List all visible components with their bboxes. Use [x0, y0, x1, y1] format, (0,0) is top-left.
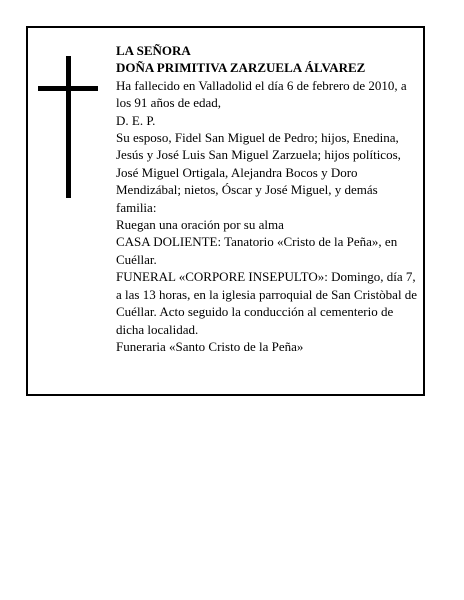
notice-text [116, 42, 420, 355]
funeraria: Funeraria «Santo Cristo de la Peña» [116, 338, 304, 354]
notice-title: LA SEÑORA [116, 43, 191, 58]
prayer-request: Ruegan una oración por su alma [116, 217, 284, 233]
casa-doliente: CASA DOLIENTE: Tanatorio «Cristo de la Peña», en Cuéllar. [116, 234, 398, 267]
cross-icon [38, 56, 98, 198]
cross-vertical-bar [66, 56, 71, 198]
rip-line: D. E. P. [116, 112, 156, 128]
family-list: Su esposo, Fidel San Miguel de Pedro; hijos, Enedina, Jesús y José Luis San Miguel Zarzuela; hijos políticos, José Miguel Ortigala, Alejandra Bocos y Doro Mendizábal; nietos, Óscar y José Miguel, y demás familia: [116, 130, 401, 215]
death-info: Ha fallecido en Valladolid el día 6 de febrero de 2010, a los 91 años de edad, [116, 77, 407, 111]
funeral-info: FUNERAL «CORPORE INSEPULTO»: Domingo, día 7, a las 13 horas, en la iglesia parroquial de San Cristòbal de Cuéllar. Acto seguido la conducción al cementerio de dicha localidad. [116, 269, 418, 337]
obituary-notice [26, 26, 425, 396]
cross-horizontal-bar [38, 86, 98, 91]
deceased-name: DOÑA PRIMITIVA ZARZUELA ÁLVAREZ [116, 60, 366, 76]
